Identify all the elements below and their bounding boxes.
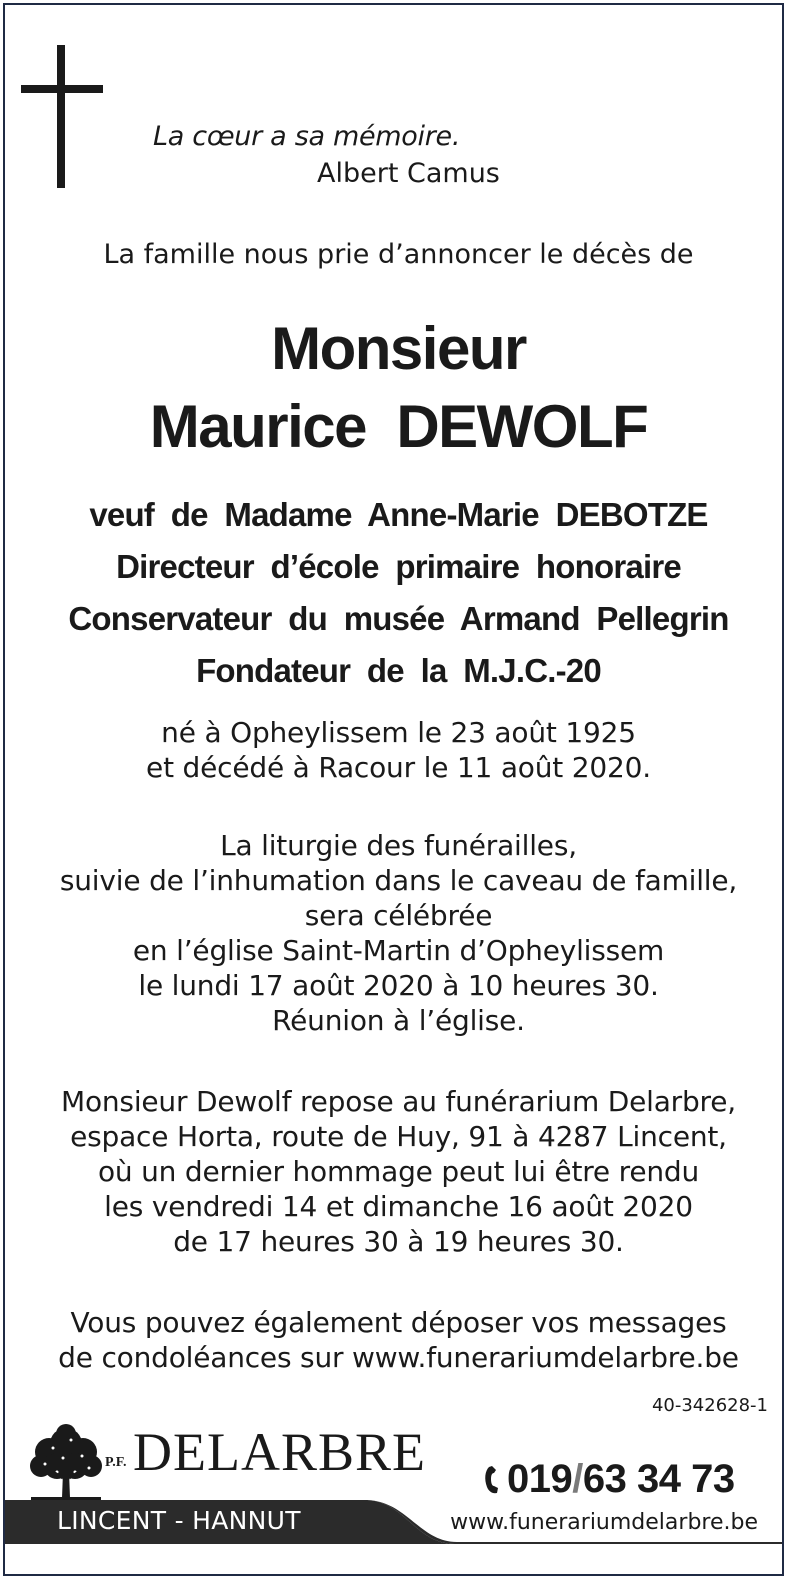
visitation-line: Monsieur Dewolf repose au funérarium Delarbre, xyxy=(61,1085,736,1118)
title-line: veuf de Madame Anne-Marie DEBOTZE xyxy=(89,496,708,533)
deceased-name: Maurice DEWOLF xyxy=(149,393,648,460)
title-line: Fondateur de la M.J.C.-20 xyxy=(196,652,601,689)
phone-local-number: 63 34 73 xyxy=(582,1457,735,1501)
ceremony-line: sera célébrée xyxy=(304,899,493,932)
title-line: Directeur d’école primaire honoraire xyxy=(116,548,681,585)
ceremony-line: suivie de l’inhumation dans le caveau de famille, xyxy=(59,864,738,897)
phone-icon xyxy=(483,1465,505,1495)
quote-author: Albert Camus xyxy=(317,158,500,189)
death-line: et décédé à Racour le 11 août 2020. xyxy=(146,751,651,784)
ceremony-line: La liturgie des funérailles, xyxy=(220,829,577,862)
logo-prefix: P.F. xyxy=(105,1455,127,1470)
tree-logo-icon xyxy=(27,1422,105,1502)
location-text: LINCENT - HANNUT xyxy=(57,1506,301,1535)
phone-slash: / xyxy=(572,1457,583,1501)
visitation-line: les vendredi 14 et dimanche 16 août 2020 xyxy=(104,1190,693,1223)
intro-text: La famille nous prie d’annoncer le décès de xyxy=(103,239,694,270)
phone-number xyxy=(507,1457,735,1502)
reference-number: 40-342628-1 xyxy=(651,1395,768,1416)
condolences-line: Vous pouvez également déposer vos messages xyxy=(70,1306,727,1339)
visitation-line: espace Horta, route de Huy, 91 à 4287 Lincent, xyxy=(70,1120,727,1153)
title-line: Conservateur du musée Armand Pellegrin xyxy=(68,600,729,637)
obituary-notice xyxy=(3,3,784,1576)
deceased-honorific: Monsieur xyxy=(271,315,526,382)
ceremony-line: Réunion à l’église. xyxy=(272,1004,525,1037)
birth-line: né à Opheylissem le 23 août 1925 xyxy=(161,716,636,749)
logo-brand-name: DELARBRE xyxy=(133,1422,427,1482)
ceremony-line: en l’église Saint-Martin d’Opheylissem xyxy=(132,934,665,967)
visitation-line: où un dernier hommage peut lui être rendu xyxy=(97,1155,700,1188)
website-link[interactable]: www.funerariumdelarbre.be xyxy=(450,1510,758,1535)
quote-text: La cœur a sa mémoire. xyxy=(153,121,461,152)
phone-area-code: 019 xyxy=(507,1457,573,1501)
visitation-line: de 17 heures 30 à 19 heures 30. xyxy=(173,1225,624,1258)
condolences-line: de condoléances sur www.funerariumdelarbre.be xyxy=(58,1341,739,1374)
ceremony-line: le lundi 17 août 2020 à 10 heures 30. xyxy=(138,969,659,1002)
